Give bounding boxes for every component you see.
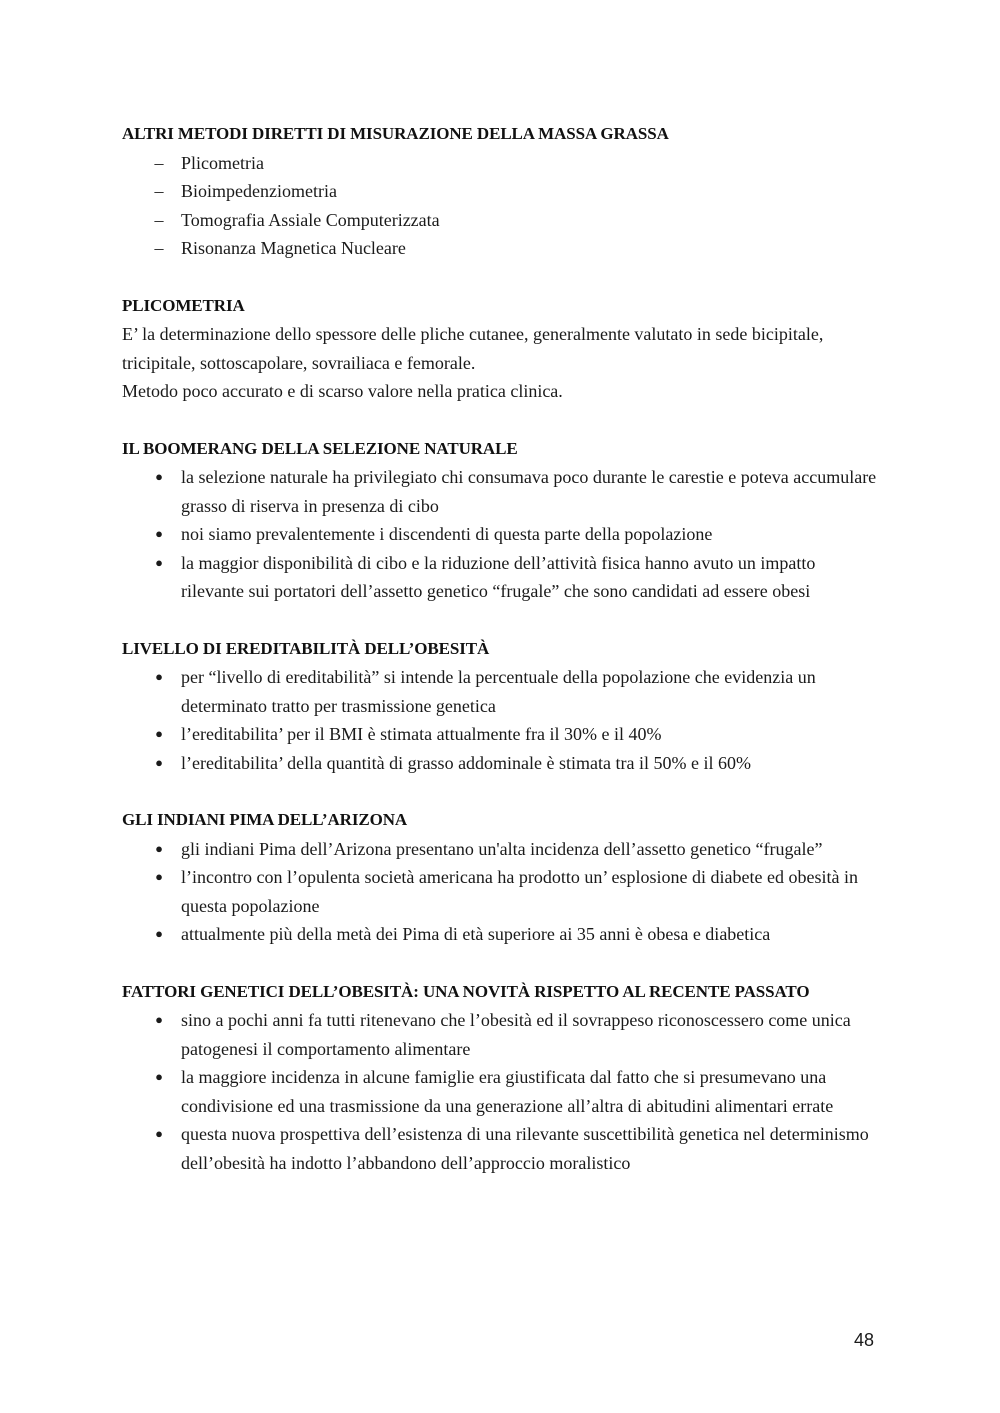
list-item [122, 1006, 882, 1063]
bullet-list [122, 663, 882, 777]
section-altri-metodi [122, 120, 882, 263]
bullet-marker: ● [155, 754, 163, 770]
list-item-text: attualmente più della metà dei Pima di età superiore ai 35 anni è obesa e diabetica [181, 924, 771, 944]
list-item-text: sino a pochi anni fa tutti ritenevano che l’obesità ed il sovrappeso riconoscessero come unica patogenesi il comportamento alimentare [181, 1010, 851, 1059]
list-item [122, 720, 882, 749]
paragraph: E’ la determinazione dello spessore delle pliche cutanee, generalmente valutato in sede bicipitale, tricipitale, sottoscapolare, sovrailiaca e femorale. [122, 324, 824, 373]
list-item [122, 920, 882, 949]
list-item-text: l’incontro con l’opulenta società americana ha prodotto un’ esplosione di diabete ed obesità in questa popolazione [181, 867, 858, 916]
dash-marker: – [154, 152, 164, 173]
bullet-marker: ● [155, 669, 163, 684]
list-item [122, 234, 882, 263]
bullet-marker: ● [155, 1012, 163, 1027]
bullet-marker: ● [155, 926, 163, 941]
section-ereditabilita [122, 635, 882, 778]
list-item-text: Bioimpedenziometria [181, 181, 337, 201]
section-heading: FATTORI GENETICI DELL’OBESITÀ: UNA NOVITÀ RISPETTO AL RECENTE PASSATO [122, 981, 810, 1001]
bullet-marker: ● [155, 469, 163, 484]
list-item [122, 149, 882, 178]
list-item [122, 863, 882, 920]
list-item-text: per “livello di ereditabilità” si intende la percentuale della popolazione che evidenzia un determinato tratto per trasmissione genetica [181, 667, 816, 716]
document-page [122, 120, 882, 1206]
list-item [122, 206, 882, 235]
dash-marker: – [154, 209, 164, 230]
bullet-marker: ● [155, 1126, 163, 1141]
list-item-text: l’ereditabilita’ della quantità di grasso addominale è stimata tra il 50% e il 60% [181, 752, 751, 773]
list-item-text: gli indiani Pima dell’Arizona presentano un'alta incidenza dell’assetto genetico “frugale” [181, 838, 823, 859]
list-item [122, 749, 882, 778]
list-item [122, 1120, 882, 1177]
bullet-marker: ● [155, 726, 163, 741]
section-heading: ALTRI METODI DIRETTI DI MISURAZIONE DELLA MASSA GRASSA [122, 124, 669, 143]
section-indiani-pima [122, 806, 882, 949]
section-heading: IL BOOMERANG DELLA SELEZIONE NATURALE [122, 438, 518, 458]
list-item-text: la maggior disponibilità di cibo e la riduzione dell’attività fisica hanno avuto un impatto rilevante sui portatori dell’assetto genetico “frugale” che sono candidati ad essere obesi [181, 552, 816, 601]
section-heading: LIVELLO DI EREDITABILITÀ DELL’OBESITÀ [122, 638, 490, 658]
list-item [122, 463, 882, 520]
list-item [122, 520, 882, 549]
section-heading: PLICOMETRIA [122, 295, 245, 315]
list-item-text: Tomografia Assiale Computerizzata [181, 209, 440, 230]
list-item [122, 177, 882, 206]
section-fattori-genetici [122, 978, 882, 1178]
section-boomerang [122, 435, 882, 606]
bullet-marker: ● [155, 869, 163, 884]
list-item [122, 1063, 882, 1120]
bullet-list [122, 1006, 882, 1177]
list-item-text: la selezione naturale ha privilegiato chi consumava poco durante le carestie e poteva accumulare grasso di riserva in presenza di cibo [181, 467, 877, 516]
list-item [122, 663, 882, 720]
list-item [122, 835, 882, 864]
page-number: 48 [854, 1330, 875, 1350]
dash-marker: – [154, 181, 164, 201]
bullet-marker: ● [155, 840, 163, 856]
list-item-text: questa nuova prospettiva dell’esistenza di una rilevante suscettibilità genetica nel determinismo dell’obesità ha indotto l’abbandono dell’approccio moralistico [181, 1124, 869, 1173]
list-item-text: Risonanza Magnetica Nucleare [181, 238, 406, 258]
dash-marker: – [154, 238, 164, 258]
list-item-text: la maggiore incidenza in alcune famiglie era giustificata dal fatto che si presumevano una condivisione ed una trasmissione da una generazione all’altra di abitudini alimentari errate [181, 1067, 834, 1116]
list-item-text: noi siamo prevalentemente i discendenti di questa parte della popolazione [181, 524, 713, 544]
bullet-marker: ● [155, 526, 163, 541]
bullet-marker: ● [155, 554, 163, 570]
bullet-list [122, 835, 882, 949]
list-item-text: Plicometria [181, 152, 264, 173]
section-plicometria [122, 292, 882, 406]
bullet-list [122, 463, 882, 606]
bullet-marker: ● [155, 1069, 163, 1084]
list-item-text: l’ereditabilita’ per il BMI è stimata attualmente fra il 30% e il 40% [181, 724, 662, 744]
section-heading: GLI INDIANI PIMA DELL’ARIZONA [122, 810, 408, 829]
dash-list [122, 149, 882, 263]
list-item [122, 549, 882, 606]
paragraph: Metodo poco accurato e di scarso valore nella pratica clinica. [122, 381, 563, 401]
